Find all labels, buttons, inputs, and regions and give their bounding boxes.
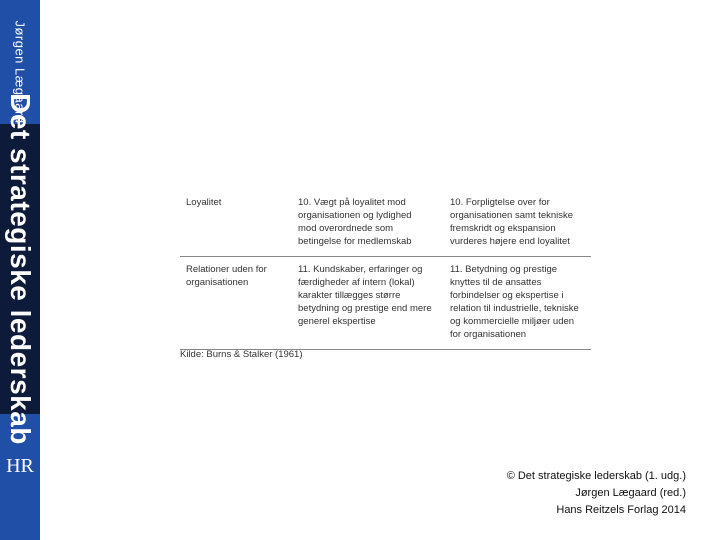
cell-line: generel ekspertise bbox=[298, 316, 376, 327]
cell-line: færdigheder af intern (lokal) bbox=[298, 277, 415, 288]
copyright-credit bbox=[507, 468, 686, 519]
table-source: Kilde: Burns & Stalker (1961) bbox=[180, 349, 303, 360]
spine-title-band bbox=[0, 93, 40, 445]
cell-line: for organisationen bbox=[450, 329, 527, 340]
cell-line: 10. Vægt på loyalitet mod bbox=[298, 197, 406, 208]
cell-line: 10. Forpligtelse over for bbox=[450, 197, 550, 208]
row-label: Relationer uden for organisationen bbox=[180, 257, 292, 350]
cell-mechanistic bbox=[292, 190, 444, 257]
credit-line: © Det strategiske lederskab (1. udg.) bbox=[506, 470, 686, 482]
cell-line: knyttes til de ansattes bbox=[450, 277, 542, 288]
spine-title: Det strategiske lederskab bbox=[5, 93, 36, 445]
credit-line: Jørgen Lægaard (red.) bbox=[575, 487, 686, 499]
cell-line: organisationen samt tekniske bbox=[450, 210, 574, 221]
cell-organic bbox=[444, 190, 591, 257]
cell-line: relation til industrielle, tekniske bbox=[450, 303, 579, 314]
cell-line: fremskridt og ekspansion bbox=[450, 223, 556, 234]
cell-line: 11. Betydning og prestige bbox=[450, 264, 558, 275]
cell-line: betingelse for medlemskab bbox=[298, 236, 412, 247]
cell-mechanistic bbox=[292, 257, 444, 350]
book-spine bbox=[0, 0, 40, 540]
cell-organic bbox=[444, 257, 591, 350]
cell-line: 11. Kundskaber, erfaringer og bbox=[298, 264, 423, 275]
comparison-table bbox=[180, 190, 591, 350]
cell-line: organisationen og lydighed bbox=[298, 210, 412, 221]
cell-line: og kommercielle miljøer uden bbox=[450, 316, 575, 327]
cell-line: karakter tillægges større bbox=[298, 290, 401, 301]
cell-line: betydning og prestige end mere bbox=[298, 303, 432, 314]
spine-author: Jørgen Lægaard bbox=[12, 20, 28, 124]
table-row bbox=[180, 257, 591, 350]
credit-line: Hans Reitzels Forlag 2014 bbox=[556, 504, 686, 516]
cell-line: vurderes højere end loyalitet bbox=[450, 236, 570, 247]
table-row bbox=[180, 190, 591, 257]
cell-line: forbindelser og ekspertise i bbox=[450, 290, 564, 301]
row-label: Loyalitet bbox=[180, 190, 292, 257]
cell-line: mod overordnede som bbox=[298, 223, 394, 234]
publisher-logo-icon: HR bbox=[6, 455, 34, 477]
